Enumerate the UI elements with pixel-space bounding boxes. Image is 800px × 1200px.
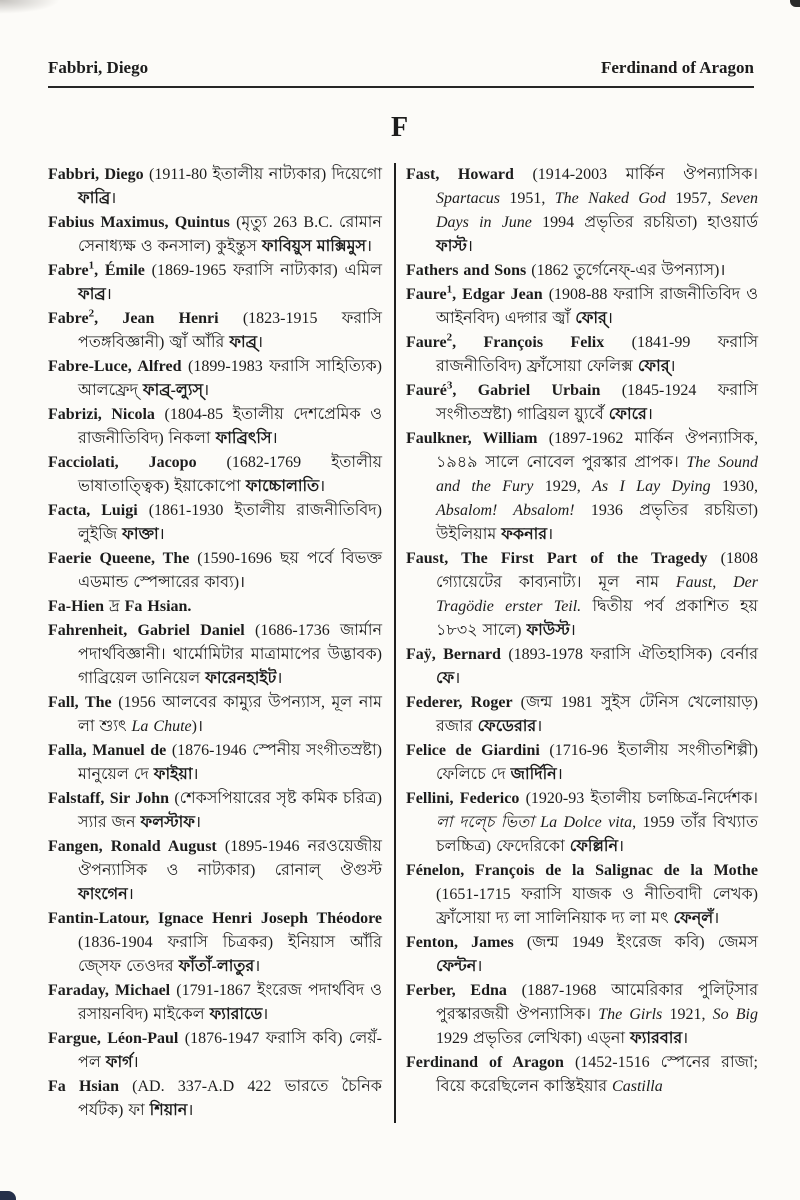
dictionary-entry <box>406 283 758 331</box>
entry-headword-or-name: , Jean Henri <box>94 310 243 327</box>
entry-text: (1869-1965 ফরাসি নাট্যকার) এমিল <box>151 262 382 279</box>
entry-text: (1911-80 ইতালীয় নাট্যকার) দিয়েগো <box>149 166 383 183</box>
entry-headword-or-name: Fast, Howard <box>406 166 533 183</box>
entry-text: (জন্ম 1981 সুইস টেনিস খেলোয়াড়) রজার <box>436 694 758 735</box>
entry-headword-or-name: ফেন্টন <box>436 958 477 975</box>
entry-headword-or-name: শিয়ান <box>149 1102 188 1119</box>
entry-text: (1791-1867 ইংরেজ পদার্থবিদ ও রসায়নবিদ) মাইকেল <box>78 982 383 1023</box>
entry-text: (1920-93 ইতালীয় চলচ্চিত্র-নির্দেশক। <box>525 790 758 807</box>
entry-headword-or-name: Facciolati, Jacopo <box>48 454 227 471</box>
entry-headword-or-name: ফেন্লঁ <box>673 910 714 927</box>
entry-headword-or-name: ফোর্ <box>637 358 670 375</box>
entry-text: (জন্ম 1949 ইংরেজ কবি) জেমস <box>526 934 758 951</box>
dictionary-entry <box>406 379 758 427</box>
dictionary-entry <box>406 859 758 931</box>
entry-text: । <box>556 766 563 783</box>
entry-text: 1930, <box>710 478 759 495</box>
entry-headword-or-name: ফাব্র <box>78 286 106 303</box>
entry-text: । <box>618 838 625 855</box>
entry-text: (1836-1904 ফরাসি চিত্রকর) ইনিয়াস আঁরি জ্সেফ তেওদর <box>78 934 382 975</box>
entry-text: (1908-88 ফরাসি রাজনীতিবিদ ও আইনবিদ) এদ্গার জ্বাঁ <box>436 286 758 327</box>
entry-work-title: Faust, Der Tragödie erster Teil. <box>436 574 759 615</box>
dictionary-entry <box>406 547 758 643</box>
entry-text: 1994 প্রভৃতির রচয়িতা) হাওয়ার্ড <box>531 214 759 231</box>
entry-text: । <box>547 526 554 543</box>
entry-text: (1876-1946 স্পেনীয় সংগীতস্রষ্টা) মানুয়েল দে <box>78 742 382 783</box>
entry-headword-or-name: Faerie Queene, The <box>48 550 198 567</box>
entry-text: (1956 আলবের কাম্যুর উপন্যাস, মূল নাম লা শ্যুৎ <box>78 694 383 735</box>
entry-headword-or-name: ফে <box>436 670 455 687</box>
dictionary-entry <box>48 211 382 259</box>
entry-headword-or-name: ফাঁতাঁ-লাতুর <box>178 958 255 975</box>
entry-text: । <box>606 310 613 327</box>
entry-headword-or-name: ফোর্ <box>575 310 607 327</box>
entry-headword-or-name: ফাইয়া <box>153 766 193 783</box>
entry-headword-or-name: Fabre-Luce, Alfred <box>48 358 189 375</box>
entry-text: । <box>254 958 261 975</box>
dictionary-entry <box>406 931 758 979</box>
entry-text: । <box>646 406 653 423</box>
entry-text: (1841-99 ফরাসি রাজনীতিবিদ) ফ্রাঁসোয়া ফেলিক্স <box>436 334 759 375</box>
entry-headword-or-name: ফেল্লিনি <box>569 838 618 855</box>
scan-smudge-top-left <box>0 0 60 14</box>
entry-text: (1862 তুর্গেনেফ্-এর উপন্যাস)। <box>531 262 726 279</box>
entry-headword-or-name: ফলস্টাফ <box>140 814 195 831</box>
entry-text: 1929 প্রভৃতির লেখিকা) এড্না <box>436 1030 631 1047</box>
entry-text: (1845-1924 ফরাসি সংগীতস্রষ্টা) গাব্রিয়ল য়্যুর্বেঁ <box>436 382 758 423</box>
entry-text: (মৃত্যু 263 B.C. রোমান সেনাধ্যক্ষ ও কনসাল) কুইন্তুস <box>78 214 382 255</box>
entry-work-title: The Sound and the Fury <box>436 454 758 495</box>
entry-text: 3 <box>446 379 453 392</box>
entry-text: 1921, <box>662 1006 713 1023</box>
entry-headword-or-name: Faÿ, Bernard <box>406 646 509 663</box>
entry-text: (AD. 337-A.D 422 ভারতে চৈনিক পর্যটক) ফা <box>78 1078 382 1119</box>
running-head-right: Ferdinand of Aragon <box>600 58 754 77</box>
dictionary-entry <box>406 259 758 283</box>
entry-text: (1899-1983 ফরাসি সাহিত্যিক) আলফ্রেদ্ <box>78 358 382 399</box>
entry-text: (1861-1930 ইতালীয় রাজনীতিবিদ) লুইজি <box>78 502 382 543</box>
entry-text: । <box>276 670 283 687</box>
entry-headword-or-name: ফাংগেন <box>78 886 128 903</box>
column-left <box>48 163 394 1123</box>
entry-text: (1914-2003 মার্কিন ঔপন্যাসিক। <box>532 166 758 183</box>
entry-headword-or-name: ফাবিয়ুস মাক্সিমুস <box>261 238 367 255</box>
dictionary-entry <box>48 691 382 739</box>
entry-work-title: The Girls <box>598 1006 663 1023</box>
entry-headword-or-name: Fantin-Latour, Ignace Henri Joseph Théodore <box>48 910 382 927</box>
entry-text: দ্বিতীয় পর্ব প্রকাশিত হয় ১৮৩২ সালে) <box>436 598 758 639</box>
entry-headword-or-name: ফেডেরার <box>477 718 537 735</box>
entry-headword-or-name: ফাক্তা <box>122 526 159 543</box>
entry-text: (1682-1769 ইতালীয় ভাষাতাত্ত্বিক) ইয়াকোপো <box>78 454 382 495</box>
entry-headword-or-name: Fénelon, François de la Salignac de la Mothe <box>406 862 758 879</box>
entry-work-title: Spartacus <box>436 190 500 207</box>
entry-headword-or-name: Fa Hsian <box>48 1078 133 1095</box>
dictionary-entry <box>48 451 382 499</box>
entry-work-title: The Naked God <box>554 190 666 207</box>
entry-headword-or-name: ফাচ্চোলাতি <box>245 478 320 495</box>
entry-text: (1895-1946 নরওয়েজীয় ঔপন্যাসিক ও নাট্যকার) রোনাল্ ঔগুস্ট <box>78 838 382 879</box>
entry-text: (1651-1715 ফরাসি যাজক ও নীতিবাদী লেখক) ফ্রাঁসোয়া দ্য লা সালিনিয়াক দ্য লা মৎ <box>436 886 758 927</box>
entry-text: । <box>203 382 210 399</box>
entry-headword-or-name: Faulkner, William <box>406 430 549 447</box>
dictionary-entry <box>48 259 382 307</box>
entry-headword-or-name: ফকনার <box>501 526 548 543</box>
entry-text: , 1959 তাঁর বিখ্যাত চলচ্চিত্র) ফেদেরিকো <box>436 814 758 855</box>
entry-text: (1897-1962 মার্কিন ঔপন্যাসিক, ১৯৪৯ সালে নোবেল পুরস্কার প্রাপক। <box>436 430 758 471</box>
entry-text: । <box>110 190 117 207</box>
entry-text: 1957, <box>665 190 721 207</box>
entry-text: 1936 প্রভৃতির রচয়িতা) উইলিয়াম <box>436 502 758 543</box>
entry-text: (1686-1736 জার্মান পদার্থবিজ্ঞানী। থার্মোমিটার মাত্রামাপের উদ্ভাবক) গাব্রিয়েল ডানিয়েল <box>78 622 383 687</box>
entry-headword-or-name: Faure <box>406 334 447 351</box>
entry-text: (1876-1947 ফরাসি কবি) লেয়ঁ-পল <box>78 1030 382 1071</box>
entry-headword-or-name: , Edgar Jean <box>452 286 549 303</box>
entry-headword-or-name: Faust, The First Part of the Tragedy <box>406 550 721 567</box>
entry-text: দ্র <box>109 598 125 615</box>
entry-headword-or-name: Fellini, Federico <box>406 790 526 807</box>
entry-headword-or-name: Faraday, Michael <box>48 982 177 999</box>
entry-work-title: As I Lay Dying <box>592 478 711 495</box>
entry-work-title: Castilla <box>612 1078 663 1095</box>
dictionary-entry <box>406 331 758 379</box>
entry-text: । <box>127 886 134 903</box>
dictionary-entry <box>48 307 382 355</box>
entry-headword-or-name: Fahrenheit, Gabriel Daniel <box>48 622 256 639</box>
entry-headword-or-name: Ferdinand of Aragon <box>406 1054 575 1071</box>
entry-text: 1 <box>88 259 95 272</box>
entry-headword-or-name: ফার্গ <box>105 1054 133 1071</box>
scan-mark-top-right <box>790 0 800 7</box>
entry-text: । <box>466 238 473 255</box>
entry-headword-or-name: জার্দিনি <box>510 766 557 783</box>
dictionary-entry <box>48 355 382 403</box>
entry-text: 1929, <box>533 478 593 495</box>
entry-text: 1951, <box>500 190 555 207</box>
entry-headword-or-name: Fargue, Léon-Paul <box>48 1030 185 1047</box>
entry-headword-or-name: Fa Hsian. <box>124 598 192 615</box>
column-right <box>394 163 758 1123</box>
entry-text: (শেকসপিয়ারের সৃষ্ট কমিক চরিত্র) স্যার জন <box>78 790 382 831</box>
entry-work-title: La Chute <box>131 718 192 735</box>
entry-text: । <box>669 358 676 375</box>
dictionary-entry <box>406 739 758 787</box>
entry-headword-or-name: Fabius Maximus, Quintus <box>48 214 237 231</box>
dictionary-entry <box>48 595 382 619</box>
entry-headword-or-name: Faure <box>406 286 447 303</box>
entry-text: । <box>262 1006 269 1023</box>
entry-headword-or-name: Ferber, Edna <box>406 982 522 999</box>
entry-headword-or-name: Fabre <box>48 262 89 279</box>
entry-text: । <box>158 526 165 543</box>
entry-text: )। <box>191 718 204 735</box>
entry-text: । <box>319 478 326 495</box>
entry-headword-or-name: , Émile <box>94 262 152 279</box>
entry-text: 1 <box>446 283 453 296</box>
entry-work-title: Seven Days in June <box>436 190 758 231</box>
dictionary-entry <box>406 691 758 739</box>
entry-headword-or-name: Fabrizi, Nicola <box>48 406 165 423</box>
dictionary-entry <box>406 979 758 1051</box>
entry-text: । <box>713 910 720 927</box>
entry-text: (1808 গ্যোয়েটের কাব্যনাট্য। মূল নাম <box>436 550 758 591</box>
entry-text: (1804-85 ইতালীয় দেশপ্রেমিক ও রাজনীতিবিদ) নিকলা <box>78 406 382 447</box>
dictionary-entry <box>406 163 758 259</box>
entry-text: । <box>454 670 461 687</box>
entry-headword-or-name: ফাব্রি <box>78 190 111 207</box>
section-letter: F <box>390 112 410 143</box>
dictionary-entry <box>48 787 382 835</box>
entry-text: । <box>536 718 543 735</box>
entry-headword-or-name: Felice de Giardini <box>406 742 550 759</box>
entry-headword-or-name: Falla, Manuel de <box>48 742 172 759</box>
entry-text: (1887-1968 আমেরিকার পুলিট্সার পুরস্কারজয়ী ঔপন্যাসিক। <box>436 982 758 1023</box>
entry-headword-or-name: Fangen, Ronald August <box>48 838 225 855</box>
dictionary-entry <box>48 1027 382 1075</box>
entry-text: । <box>366 238 373 255</box>
entry-text: । <box>476 958 483 975</box>
entry-headword-or-name: Falstaff, Sir John <box>48 790 175 807</box>
entry-headword-or-name: Fa-Hien <box>48 598 109 615</box>
entry-headword-or-name: Fall, The <box>48 694 119 711</box>
entry-work-title: Absalom! Absalom! <box>436 502 575 519</box>
entry-work-title: লা দল্চে ভিতা <box>436 814 541 831</box>
dictionary-entry <box>48 619 382 691</box>
dictionary-entry <box>48 739 382 787</box>
entry-headword-or-name: ফাউস্ট <box>526 622 570 639</box>
dictionary-entry <box>48 163 382 211</box>
entry-text: । <box>195 814 202 831</box>
entry-text: । <box>105 286 112 303</box>
entry-headword-or-name: ফোরে <box>608 406 647 423</box>
entry-headword-or-name: Fathers and Sons <box>406 262 532 279</box>
entry-headword-or-name: Fauré <box>406 382 447 399</box>
entry-headword-or-name: ফাব্র্-ল্যুস্ <box>142 382 204 399</box>
entry-text: । <box>271 430 278 447</box>
dictionary-entry <box>406 643 758 691</box>
entry-headword-or-name: ফাব্রিৎসি <box>215 430 272 447</box>
entry-headword-or-name: Facta, Luigi <box>48 502 149 519</box>
dictionary-entry <box>48 979 382 1027</box>
dictionary-entry <box>406 787 758 859</box>
entry-headword-or-name: ফারেনহাইট <box>205 670 277 687</box>
entry-text: (1823-1915 ফরাসি পতঙ্গবিজ্ঞানী) জ্বাঁ আঁরি <box>78 310 382 351</box>
dictionary-entry <box>48 907 382 979</box>
entry-work-title: So Big <box>712 1006 758 1023</box>
entry-text: (1590-1696 ছয় পর্বে বিভক্ত এডমান্ড স্পেন্সারের কাব্য)। <box>78 550 382 591</box>
entry-text: (1452-1516 স্পেনের রাজা; বিয়ে করেছিলেন কাস্তিইয়ার <box>436 1054 759 1095</box>
scan-mark-bottom-left <box>0 1191 16 1200</box>
entry-headword-or-name: ফাব্র্ <box>229 334 258 351</box>
entry-columns <box>48 163 758 1123</box>
entry-headword-or-name: Federer, Roger <box>406 694 521 711</box>
entry-headword-or-name: , Gabriel Urbain <box>452 382 622 399</box>
entry-text: (1716-96 ইতালীয় সংগীতশিল্পী) ফেলিচে দে <box>436 742 758 783</box>
entry-text: । <box>187 1102 194 1119</box>
dictionary-entry <box>48 835 382 907</box>
entry-text: । <box>569 622 576 639</box>
entry-headword-or-name: Fabbri, Diego <box>48 166 149 183</box>
entry-headword-or-name: ফ্যারবার <box>630 1030 683 1047</box>
dictionary-entry <box>48 499 382 547</box>
entry-headword-or-name: Fabre <box>48 310 89 327</box>
dictionary-entry <box>48 403 382 451</box>
entry-text: (1893-1978 ফরাসি ঐতিহাসিক) বের্নার <box>508 646 759 663</box>
entry-text: 2 <box>88 307 95 320</box>
entry-text: 2 <box>446 331 453 344</box>
entry-work-title: La Dolce vita <box>540 814 633 831</box>
dictionary-entry <box>48 547 382 595</box>
entry-text: । <box>132 1054 139 1071</box>
running-head <box>48 58 754 88</box>
entry-text: । <box>257 334 264 351</box>
dictionary-entry <box>48 1075 382 1123</box>
entry-headword-or-name: Fenton, James <box>406 934 527 951</box>
entry-text: । <box>192 766 199 783</box>
running-head-left: Fabbri, Diego <box>48 58 149 77</box>
entry-headword-or-name: ফাস্ট <box>436 238 467 255</box>
entry-text: । <box>682 1030 689 1047</box>
entry-headword-or-name: ফ্যারাডে <box>209 1006 263 1023</box>
dictionary-entry <box>406 427 758 547</box>
dictionary-entry <box>406 1051 758 1099</box>
entry-headword-or-name: , François Felix <box>452 334 632 351</box>
